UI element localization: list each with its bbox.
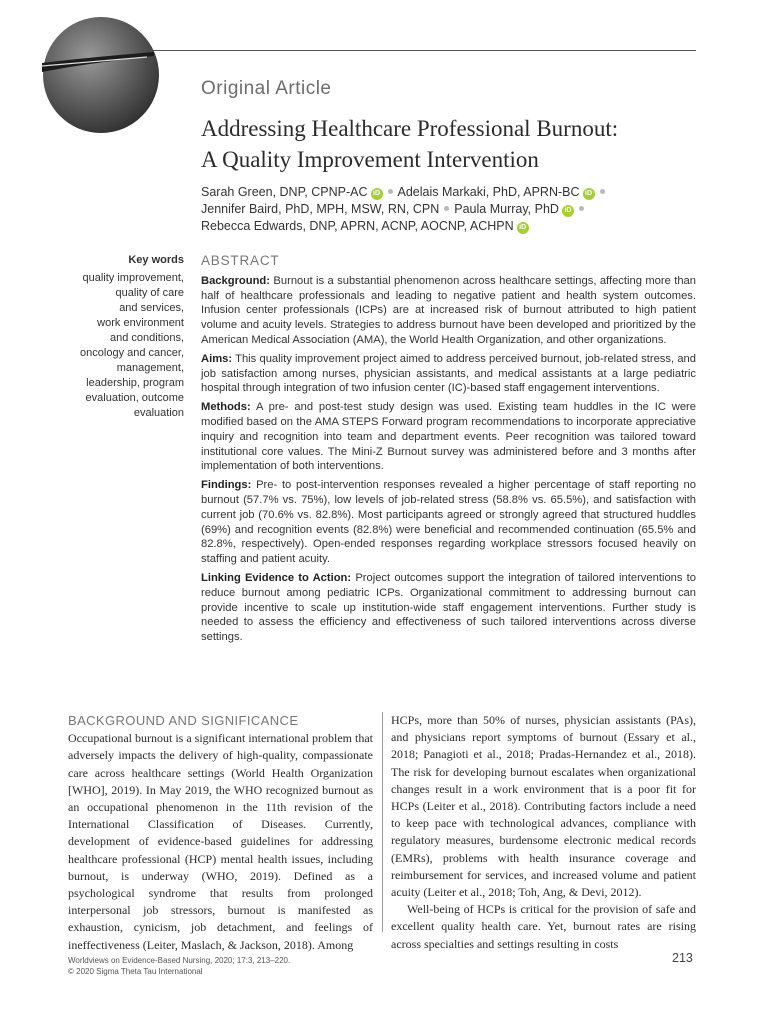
journal-footer <box>68 955 290 977</box>
keyword-line: and services, <box>119 302 184 314</box>
article-type-label: Original Article <box>201 78 332 99</box>
abstract-section-text: A pre- and post-test study design was used. Existing team huddles in the IC were modified based on the AMA STEPS Forward program recommendations to incorporate appreciative inquiry and recognition into team and department events. Peer recognition was tailored toward institutional core values. The Mini-Z Burnout survey was administered before and 3 months after implementation of both interventions. <box>201 401 696 473</box>
keyword-line: management, <box>116 362 184 374</box>
bullet-separator <box>579 206 584 211</box>
author-line <box>201 201 701 218</box>
title-line: A Quality Improvement Intervention <box>201 147 539 172</box>
abstract-heading: ABSTRACT <box>201 253 280 268</box>
abstract-section-label: Linking Evidence to Action: <box>201 571 352 584</box>
author-list <box>201 184 701 235</box>
section-heading: BACKGROUND AND SIGNIFICANCE <box>68 713 299 728</box>
author-name[interactable]: Jennifer Baird, PhD, MPH, MSW, RN, CPN <box>201 202 440 216</box>
body-paragraph: Occupational burnout is a significant international problem that adversely impacts the delivery of high-quality, compassionate care across healthcare settings (World Health Organization [WHO], 2019). In May 2019, the WHO recognized burnout as an occupational phenomenon in the 11th revision of the International Classification of Diseases. Currently, development of evidence-based guidelines for addressing healthcare professional (HCP) mental health issues, including burnout, is underway (WHO, 2019). Defined as a psychological syndrome that results from prolonged interpersonal job stressors, burnout is manifested as exhaustion, cynicism, job detachment, and feelings of ineffectiveness (Leiter, Maslach, & Jackson, 2018). Among <box>68 731 373 952</box>
keywords-list <box>52 271 184 421</box>
body-paragraph: HCPs, more than 50% of nurses, physician assistants (PAs), and physicians report symptoms of burnout (Essary et al., 2018; Panagioti et al., 2018; Pradas-Hernandez et al., 2018). The risk for developing burnout escalates when organizational changes result in a work environment that is a poor fit for HCPs (Leiter et al., 2018). Contributing factors include a need to keep pace with technological advances, compliance with regulatory measures, burdensome electronic medical records (EMRs), problems with health insurance coverage and reimbursement for services, and increased volume and patient acuity (Leiter et al., 2018; Toh, Ang, & Devi, 2012). <box>391 713 696 900</box>
author-name[interactable]: Adelais Markaki, PhD, APRN-BC <box>397 185 580 199</box>
abstract-section-label: Findings: <box>201 479 252 492</box>
abstract-section-text: Pre- to post-intervention responses revealed a higher percentage of staff reporting no burnout (57.7% vs. 75%), low levels of job-related stress (58.8% vs. 65.5%), and satisfaction with current job (70.6% vs. 82.8%). Most participants agreed or strongly agreed that structured huddles (69%) and recognition events (82.8%) were beneficial and recommended continuation (65.5% and 82.8%, respectively). Open-ended responses regarding workplace stressors focused heavily on staffing and patient acuity. <box>201 479 696 566</box>
keyword-line: leadership, program <box>86 377 184 389</box>
abstract-section-text: This quality improvement project aimed to address perceived burnout, job-related stress, and job satisfaction among nurses, physician assistants, and medical assistants at a large pediatric hospital through integration of two infusion center (IC)-based staff engagement interventions. <box>201 352 696 395</box>
title-line: Addressing Healthcare Professional Burnout: <box>201 116 619 141</box>
abstract-linking-evidence <box>201 571 696 645</box>
keyword-line: oncology and cancer, <box>80 347 184 359</box>
bullet-separator <box>388 189 393 194</box>
orcid-icon[interactable]: iD <box>371 188 383 200</box>
abstract-section-text: Burnout is a substantial phenomenon across healthcare settings, affecting more than half of healthcare professionals and leading to negative patient and health system outcomes. Infusion center professionals (ICPs) are at increased risk of burnout attributed to high patient volume and acuity levels. Strategies to address burnout have been developed and prioritized by the American Medical Association (AMA), the World Health Organization, and other organizations. <box>201 274 696 346</box>
journal-disc-logo <box>42 16 160 134</box>
keyword-line: and conditions, <box>110 332 184 344</box>
journal-citation: Worldviews on Evidence-Based Nursing, 2020; 17:3, 213–220. <box>68 956 291 965</box>
bullet-separator <box>600 189 605 194</box>
abstract-methods <box>201 400 696 474</box>
author-name[interactable]: Rebecca Edwards, DNP, APRN, ACNP, AOCNP, ACHPN <box>201 219 514 233</box>
body-paragraph: Well-being of HCPs is critical for the provision of safe and excellent quality health care. Yet, burnout rates are rising across specialties and settings resulting in costs <box>391 902 696 951</box>
body-column-right <box>391 712 696 953</box>
abstract-block <box>201 254 696 649</box>
keyword-line: evaluation, outcome <box>85 392 184 404</box>
keyword-line: quality of care <box>115 287 184 299</box>
abstract-background <box>201 274 696 348</box>
orcid-icon[interactable]: iD <box>517 222 529 234</box>
keywords-heading: Key words <box>128 254 184 266</box>
orcid-icon[interactable]: iD <box>562 205 574 217</box>
author-name[interactable]: Sarah Green, DNP, CPNP-AC <box>201 185 368 199</box>
page-number: 213 <box>672 951 693 965</box>
abstract-findings <box>201 478 696 567</box>
abstract-aims <box>201 352 696 396</box>
copyright-notice: © 2020 Sigma Theta Tau International <box>68 967 203 976</box>
keyword-line: work environment <box>97 317 184 329</box>
bullet-separator <box>444 206 449 211</box>
keyword-line: evaluation <box>133 407 184 419</box>
body-column-left <box>68 712 373 954</box>
author-line <box>201 184 701 201</box>
author-name[interactable]: Paula Murray, PhD <box>454 202 559 216</box>
orcid-icon[interactable]: iD <box>583 188 595 200</box>
article-title <box>201 113 721 175</box>
author-line <box>201 218 701 235</box>
abstract-section-text: Project outcomes support the integration of tailored interventions to reduce burnout among pediatric ICPs. Organizational commitment to addressing burnout can provide incentive to scale up institution-wide staff engagement interventions. Further study is needed to assess the efficiency and effectiveness of such tailored interventions across diverse settings. <box>201 571 696 644</box>
abstract-section-label: Methods: <box>201 401 251 414</box>
abstract-section-label: Background: <box>201 274 270 287</box>
keyword-line: quality improvement, <box>82 272 184 284</box>
header-rule <box>150 50 696 51</box>
abstract-section-label: Aims: <box>201 352 233 365</box>
column-divider <box>382 712 383 932</box>
